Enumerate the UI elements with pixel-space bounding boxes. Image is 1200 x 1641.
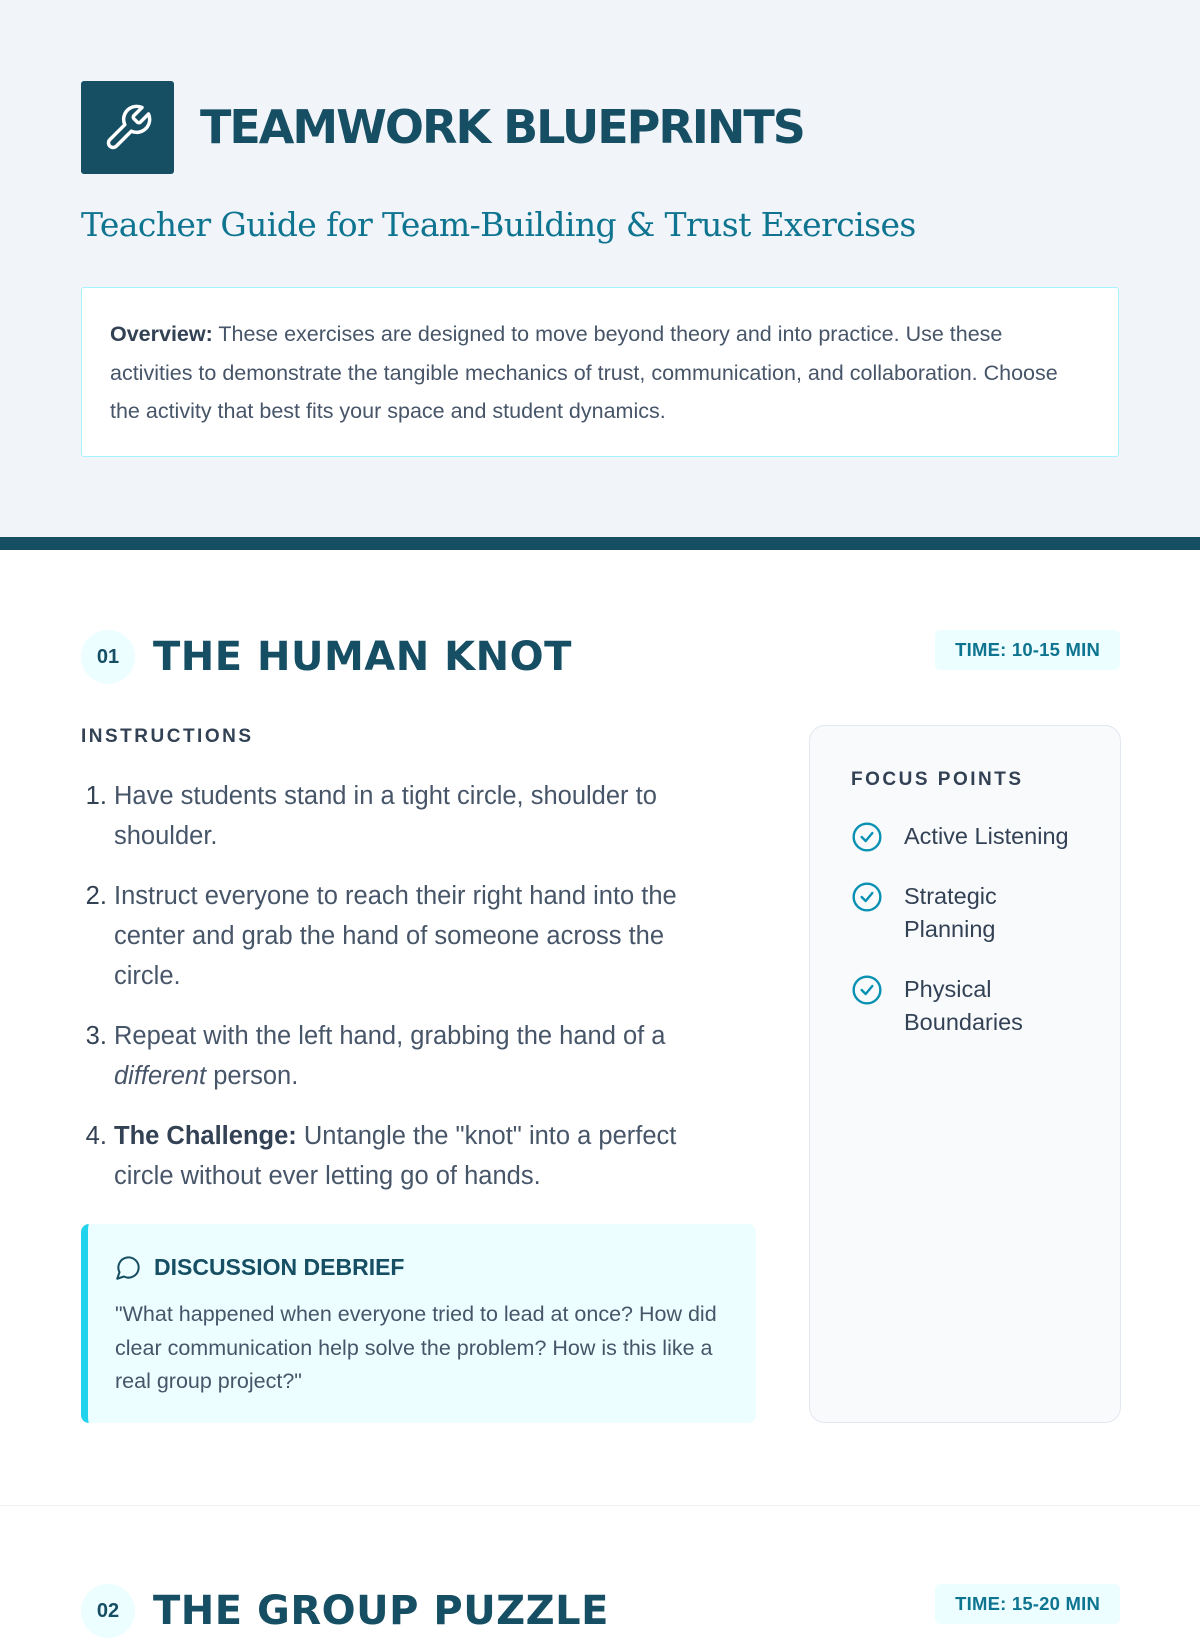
debrief-quote: "What happened when everyone tried to lead at once? How did clear communication help solve the problem? How is this like a real group project?" xyxy=(115,1302,717,1393)
step-text: Repeat with the left hand, grabbing the hand of a xyxy=(114,1022,666,1050)
list-item xyxy=(851,973,1090,1039)
list-item xyxy=(114,1016,731,1096)
list-item xyxy=(851,820,1090,853)
time-badge: TIME: 15-20 MIN xyxy=(935,1584,1120,1624)
check-circle-icon xyxy=(851,821,883,853)
activity-title: THE HUMAN KNOT xyxy=(153,634,572,680)
focus-point-label: Physical Boundaries xyxy=(904,976,1023,1035)
step-text: Have students stand in a tight circle, shoulder to shoulder. xyxy=(114,782,657,850)
discussion-debrief xyxy=(81,1224,756,1423)
activity-title: THE GROUP PUZZLE xyxy=(153,1588,609,1634)
check-circle-icon xyxy=(851,881,883,913)
step-text: Untangle the "knot" into a perfect circle without ever letting go of hands. xyxy=(114,1122,677,1190)
focus-point-label: Strategic Planning xyxy=(904,883,997,942)
page-title: TEAMWORK BLUEPRINTS xyxy=(200,100,804,154)
step-label: The Challenge: xyxy=(114,1122,297,1150)
debrief-header xyxy=(115,1252,726,1282)
activity-number-badge: 01 xyxy=(81,630,135,684)
list-item xyxy=(851,880,1090,946)
step-emphasis: different xyxy=(114,1062,207,1090)
instruction-list xyxy=(81,776,731,1216)
focus-point-label: Active Listening xyxy=(904,823,1069,849)
header-divider xyxy=(0,537,1200,550)
list-item xyxy=(114,876,731,996)
activity-number-badge: 02 xyxy=(81,1584,135,1638)
overview-box xyxy=(81,287,1119,457)
check-circle-icon xyxy=(851,974,883,1006)
focus-points-heading: FOCUS POINTS xyxy=(851,769,1024,790)
section-separator xyxy=(0,1505,1200,1506)
overview-label: Overview: xyxy=(110,322,213,346)
step-text: Instruct everyone to reach their right hand into the center and grab the hand of someone across the circle. xyxy=(114,882,677,990)
list-item xyxy=(114,1116,731,1196)
focus-points-list xyxy=(851,820,1090,1039)
list-item xyxy=(114,776,731,856)
time-badge: TIME: 10-15 MIN xyxy=(935,630,1120,670)
page-subtitle: Teacher Guide for Team-Building & Trust Exercises xyxy=(81,205,916,244)
overview-text: These exercises are designed to move beyond theory and into practice. Use these activities to demonstrate the tangible mechanics of trust, communication, and collaboration. Choose the activity that best fits your space and student dynamics. xyxy=(110,322,1058,423)
speech-bubble-icon xyxy=(115,1254,142,1281)
step-text: person. xyxy=(206,1062,299,1090)
debrief-heading: DISCUSSION DEBRIEF xyxy=(154,1254,405,1280)
instructions-heading: INSTRUCTIONS xyxy=(81,726,254,747)
focus-points-card xyxy=(809,725,1121,1423)
page-header xyxy=(0,0,1200,537)
logo xyxy=(81,81,174,174)
wrench-icon xyxy=(102,102,154,154)
